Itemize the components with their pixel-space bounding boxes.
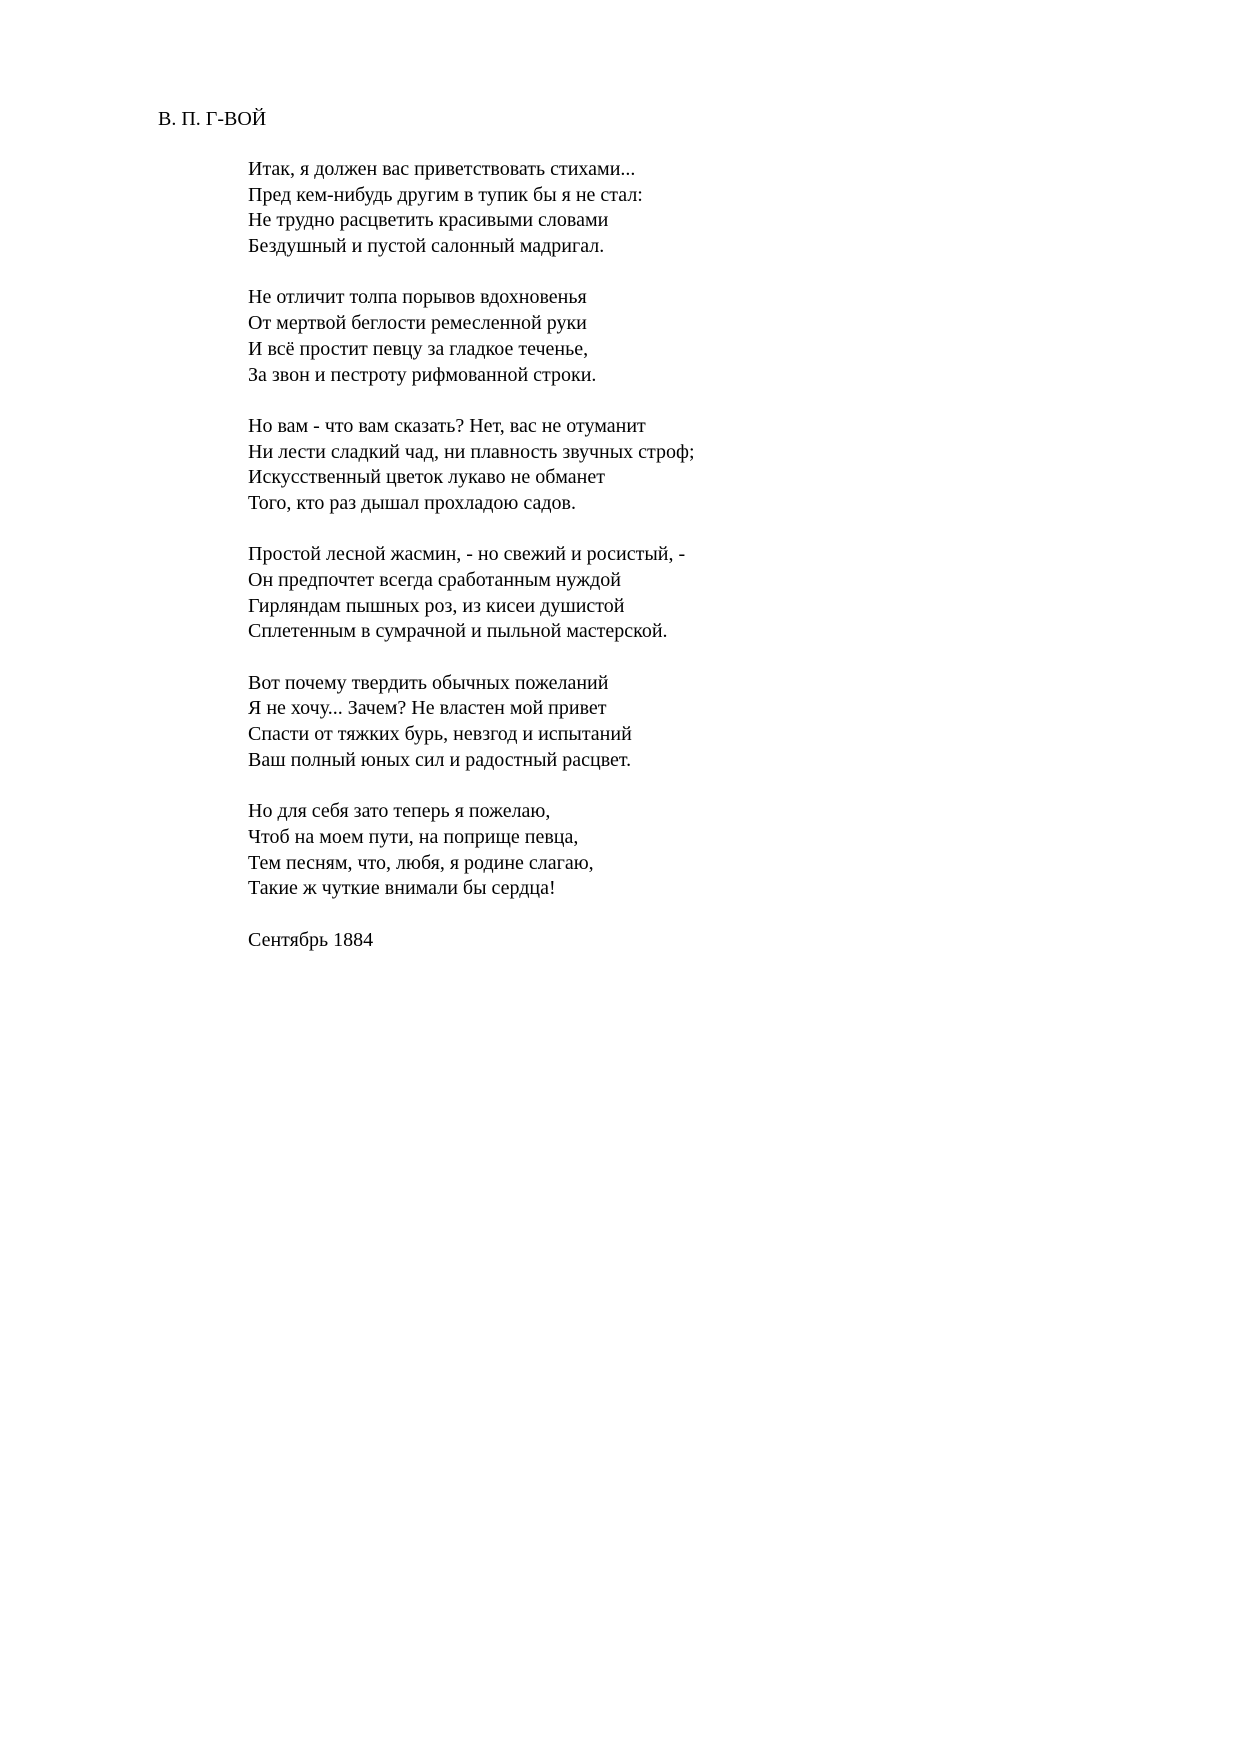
stanza-3 — [248, 414, 1048, 517]
poem-line: Итак, я должен вас приветствовать стихами... — [248, 158, 636, 180]
stanza-1 — [248, 157, 1048, 260]
poem-line: Такие ж чуткие внимали бы сердца! — [248, 877, 556, 900]
poem-date: Сентябрь 1884 — [248, 928, 374, 951]
poem-line: И всё простит певцу за гладкое теченье, — [248, 337, 589, 360]
poem-line: Того, кто раз дышал прохладою садов. — [248, 491, 576, 514]
poem-line: Но для себя зато теперь я пожелаю, — [248, 800, 551, 823]
poem-line: Бездушный и пустой салонный мадригал. — [248, 235, 605, 258]
poem-line: Вот почему твердить обычных пожеланий — [248, 671, 609, 694]
poem-line: От мертвой беглости ремесленной руки — [248, 312, 587, 335]
poem-line: Искусственный цветок лукаво не обманет — [248, 466, 605, 489]
poem-line: Простой лесной жасмин, - но свежий и росистый, - — [248, 543, 686, 566]
poem-line: Не трудно расцветить красивыми словами — [248, 209, 609, 232]
poem-line: Спасти от тяжких бурь, невзгод и испытаний — [248, 723, 632, 746]
poem-line: Чтоб на моем пути, на поприще певца, — [248, 825, 579, 848]
poem-line: Ни лести сладкий чад, ни плавность звучных строф; — [248, 440, 695, 463]
stanza-2 — [248, 285, 1048, 388]
poem-line: Тем песням, что, любя, я родине слагаю, — [248, 851, 594, 874]
poem-body — [248, 157, 1048, 953]
stanza-5 — [248, 671, 1048, 774]
poem-title: В. П. Г-ВОЙ — [158, 108, 267, 130]
poem-line: Пред кем-нибудь другим в тупик бы я не стал: — [248, 183, 643, 206]
poem-line: Не отличит толпа порывов вдохновенья — [248, 286, 587, 309]
poem-line: Ваш полный юных сил и радостный расцвет. — [248, 748, 632, 771]
stanza-6 — [248, 799, 1048, 902]
poem-line: Гирляндам пышных роз, из кисеи душистой — [248, 594, 625, 617]
poem-line: За звон и пестроту рифмованной строки. — [248, 363, 597, 386]
poem-line: Я не хочу... Зачем? Не властен мой привет — [248, 697, 607, 720]
poem-line: Сплетенным в сумрачной и пыльной мастерской. — [248, 620, 668, 643]
stanza-4 — [248, 542, 1048, 645]
poem-line: Но вам - что вам сказать? Нет, вас не отуманит — [248, 414, 646, 437]
poem-line: Он предпочтет всегда сработанным нуждой — [248, 569, 621, 591]
